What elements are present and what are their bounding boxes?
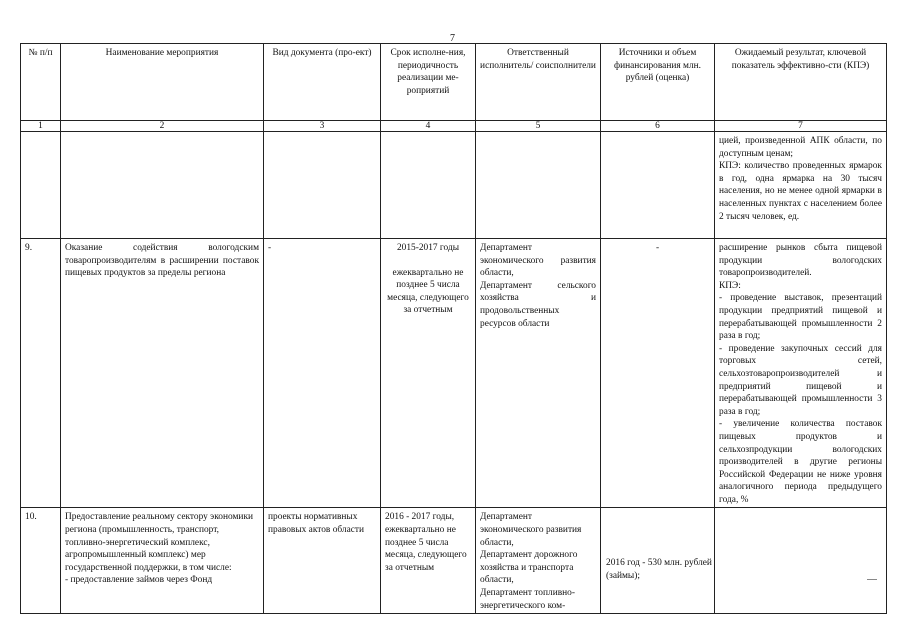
- row-num: [21, 132, 61, 239]
- column-number: 1: [21, 121, 61, 132]
- column-number: 2: [61, 121, 264, 132]
- header-funding: Источники и объем финансирования млн. рублей (оценка): [601, 44, 715, 121]
- row-responsible: [476, 508, 601, 614]
- row-doc-type: [264, 132, 381, 239]
- row-result: [715, 132, 887, 239]
- row-term: [381, 508, 476, 614]
- result-text: расширение рынков сбыта пищевой продукции вологодских товаропроизводителей.: [719, 243, 882, 279]
- responsible-text: Департамент экономического развития области,: [480, 512, 582, 548]
- row-responsible: [476, 239, 601, 508]
- row-result: [715, 508, 887, 614]
- column-number: 3: [264, 121, 381, 132]
- column-number: 4: [381, 121, 476, 132]
- row-name: [61, 239, 264, 508]
- responsible-text: Департамент топливно-энергетического ком-: [480, 588, 575, 611]
- result-text: - увеличение количества поставок пищевых продуктов и сельхозпродукции вологодских производителей в другие регионы Российской Федерации не ниже уровня аналогичного периода предыдущего года, %: [719, 419, 882, 505]
- header-num: № п/п: [21, 44, 61, 121]
- name-text: - предоставление займов через Фонд: [65, 575, 213, 586]
- row-funding: [601, 132, 715, 239]
- header-name: Наименование мероприятия: [61, 44, 264, 121]
- result-text: - проведение закупочных сессий для торговых сетей, сельхозтоваропроизводителей и предприятий пищевой и перерабатывающей промышленности 3 раза в год;: [719, 343, 882, 417]
- page-edge-mark: [867, 579, 877, 580]
- result-text: КПЭ: количество проведенных ярмарок в год, одна ярмарка на 30 тысяч населения, но не менее одной ярмарки в населенных пунктах с населением более 2 тысяч человек, ед.: [719, 161, 882, 222]
- row-term: [381, 132, 476, 239]
- header-responsible: Ответственный исполнитель/ соисполнители: [476, 44, 601, 121]
- page-number: 7: [450, 33, 455, 44]
- measures-table: [20, 43, 887, 614]
- responsible-text: Департамент сельского хозяйства и продовольственных ресурсов области: [480, 280, 596, 329]
- column-numbers-row: [21, 121, 887, 132]
- result-text: цией, произведенной АПК области, по доступным ценам;: [719, 136, 882, 159]
- term-text: 2015-2017 годы: [396, 243, 460, 253]
- row-num: 9.: [21, 239, 61, 508]
- row-result: [715, 239, 887, 508]
- row-num: 10.: [21, 508, 61, 614]
- row-doc-type: -: [264, 239, 381, 508]
- table-row: [21, 239, 887, 508]
- row-doc-type: проекты нормативных правовых актов области: [264, 508, 381, 614]
- header-result: Ожидаемый результат, ключевой показатель эффективно-сти (КПЭ): [715, 44, 887, 121]
- row-funding: -: [601, 239, 715, 508]
- table-row: [21, 508, 887, 614]
- column-number: 6: [601, 121, 715, 132]
- name-text: Оказание содействия вологодским товаропроизводителям в расширении поставок пищевых продуктов за пределы региона: [65, 243, 259, 279]
- name-text: Предоставление реальному сектору экономики региона (промышленность, транспорт, топливно-энергетический комплекс, агропромышленный комплекс) мер государственной поддержки, в том числе:: [65, 512, 254, 573]
- header-doc-type: Вид документа (про-ект): [264, 44, 381, 121]
- result-text: - проведение выставок, презентаций продукции предприятий пищевой и перерабатывающей промышленности 2 раза в год;: [719, 293, 882, 342]
- responsible-text: Департамент дорожного хозяйства и транспорта области,: [480, 550, 578, 586]
- row-responsible: [476, 132, 601, 239]
- responsible-text: Департамент экономического развития области,: [480, 243, 596, 279]
- result-text: КПЭ:: [719, 280, 741, 291]
- row-term: [381, 239, 476, 508]
- header-row: [21, 44, 887, 121]
- row-name: [61, 132, 264, 239]
- column-number: 7: [715, 121, 887, 132]
- term-text: 2016 - 2017 годы, ежеквартально не позднее 5 числа месяца, следующего за отчетным: [385, 512, 467, 573]
- header-term: Срок исполне-ния, периодичность реализации ме-роприятий: [381, 44, 476, 121]
- row-funding-text: 2016 год - 530 млн. рублей (займы);: [606, 558, 712, 581]
- row-name: [61, 508, 264, 614]
- column-number: 5: [476, 121, 601, 132]
- table-row: [21, 132, 887, 239]
- term-text: ежеквартально не позднее 5 числа месяца, следующего за отчетным: [387, 267, 469, 316]
